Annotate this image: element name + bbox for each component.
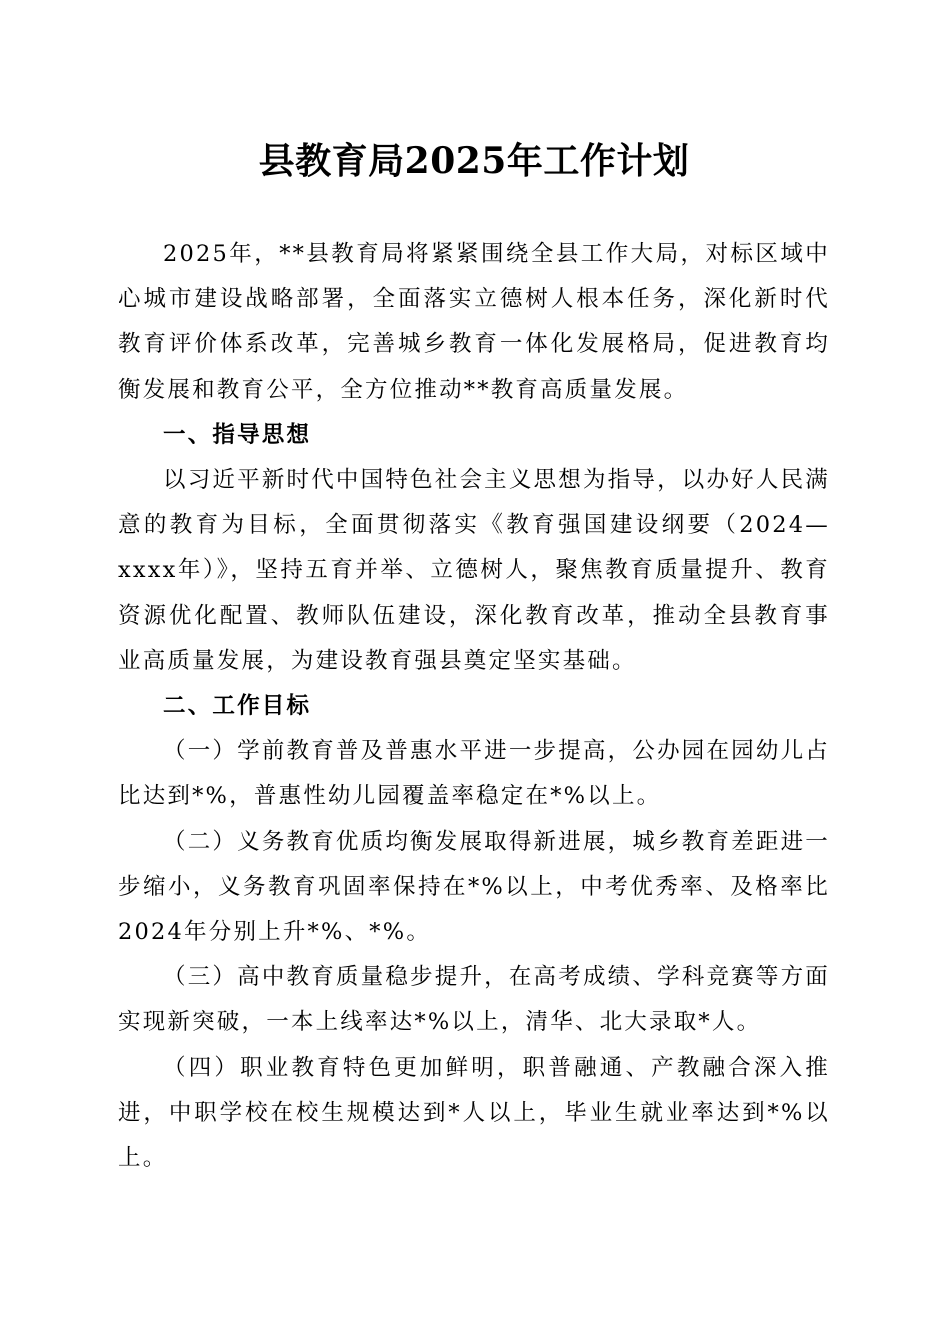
document-content (118, 138, 830, 1181)
goal-item-preschool: （一）学前教育普及普惠水平进一步提高，公办园在园幼儿占比达到*%，普惠性幼儿园覆盖率稳定在*%以上。 (118, 738, 830, 810)
guiding-ideology-paragraph: 以习近平新时代中国特色社会主义思想为指导，以办好人民满意的教育为目标，全面贯彻落实《教育强国建设纲要（2024—xxxx年）》，坚持五育并举、立德树人，聚焦教育质量提升、教育资源优化配置、教师队伍建设，深化教育改革，推动全县教育事业高质量发展，为建设教育强县奠定坚实基础。 (118, 467, 830, 674)
section-heading-guiding-ideology: 一、指导思想 (163, 421, 312, 448)
goal-item-compulsory: （二）义务教育优质均衡发展取得新进展，城乡教育差距进一步缩小，义务教育巩固率保持在*%以上，中考优秀率、及格率比2024年分别上升*%、*%。 (118, 828, 830, 946)
intro-paragraph: 2025年，**县教育局将紧紧围绕全县工作大局，对标区域中心城市建设战略部署，全面落实立德树人根本任务，深化新时代教育评价体系改革，完善城乡教育一体化发展格局，促进教育均衡发展和教育公平，全方位推动**教育高质量发展。 (118, 241, 830, 403)
goal-item-vocational: （四）职业教育特色更加鲜明，职普融通、产教融合深入推进，中职学校在校生规模达到*人以上，毕业生就业率达到*%以上。 (118, 1054, 830, 1172)
section-heading-work-goals: 二、工作目标 (163, 693, 312, 720)
document-title: 县教育局2025年工作计划 (258, 140, 690, 182)
goal-item-high-school: （三）高中教育质量稳步提升，在高考成绩、学科竞赛等方面实现新突破，一本上线率达*%以上，清华、北大录取*人。 (118, 964, 830, 1036)
